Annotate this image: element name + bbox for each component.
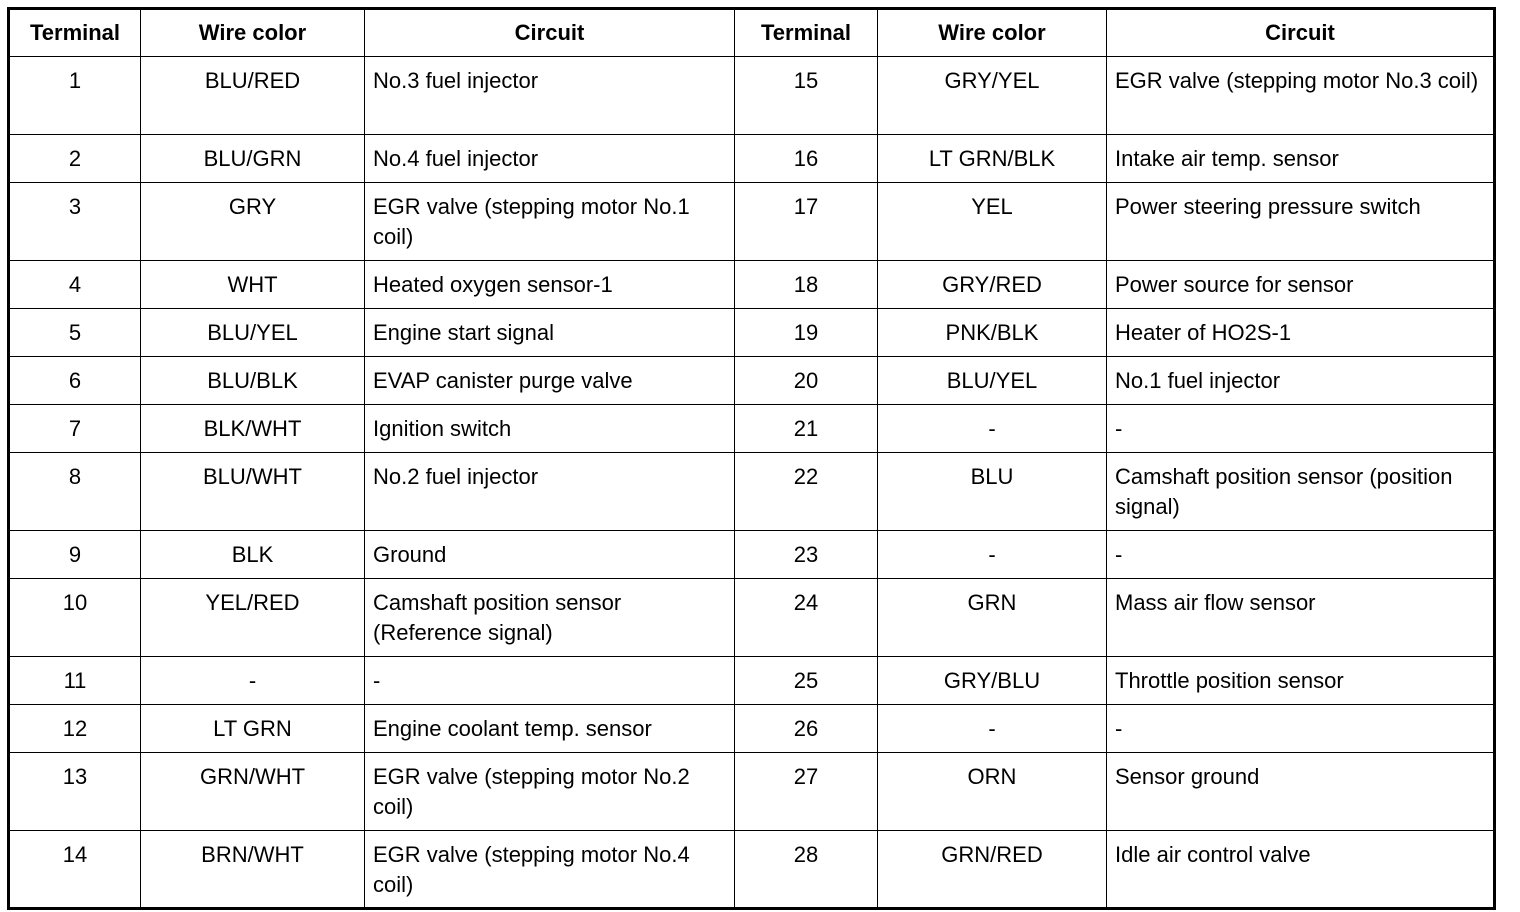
terminal-cell: 27 (735, 753, 878, 831)
header-circuit: Circuit (365, 9, 735, 57)
terminal-cell: 10 (9, 579, 141, 657)
circuit-cell: Sensor ground (1107, 753, 1495, 831)
wire-color-cell: GRY/BLU (878, 657, 1107, 705)
circuit-cell: EGR valve (stepping motor No.1 coil) (365, 183, 735, 261)
terminal-cell: 9 (9, 531, 141, 579)
wire-color-cell: BRN/WHT (141, 831, 365, 909)
wire-color-cell: BLU/WHT (141, 453, 365, 531)
wire-color-cell: GRY (141, 183, 365, 261)
terminal-cell: 25 (735, 657, 878, 705)
circuit-cell: Power source for sensor (1107, 261, 1495, 309)
header-wire-color: Wire color (878, 9, 1107, 57)
table-row (9, 831, 1495, 909)
terminal-cell: 17 (735, 183, 878, 261)
table-row (9, 453, 1495, 531)
terminal-cell: 19 (735, 309, 878, 357)
table-row (9, 657, 1495, 705)
wire-color-cell: GRN (878, 579, 1107, 657)
wire-color-cell: LT GRN (141, 705, 365, 753)
wire-color-cell: - (878, 705, 1107, 753)
terminal-cell: 15 (735, 57, 878, 135)
circuit-cell: EGR valve (stepping motor No.4 coil) (365, 831, 735, 909)
terminal-cell: 14 (9, 831, 141, 909)
terminal-cell: 18 (735, 261, 878, 309)
terminal-cell: 28 (735, 831, 878, 909)
wire-color-cell: - (141, 657, 365, 705)
circuit-cell: Engine start signal (365, 309, 735, 357)
table-row (9, 705, 1495, 753)
circuit-cell: No.2 fuel injector (365, 453, 735, 531)
table-row (9, 357, 1495, 405)
wire-color-cell: BLU/GRN (141, 135, 365, 183)
wire-color-cell: LT GRN/BLK (878, 135, 1107, 183)
header-terminal: Terminal (9, 9, 141, 57)
wire-color-cell: ORN (878, 753, 1107, 831)
terminal-cell: 13 (9, 753, 141, 831)
wire-color-cell: PNK/BLK (878, 309, 1107, 357)
circuit-cell: Heated oxygen sensor-1 (365, 261, 735, 309)
terminal-cell: 16 (735, 135, 878, 183)
circuit-cell: Power steering pressure switch (1107, 183, 1495, 261)
ecm-terminal-table (7, 7, 1496, 910)
wire-color-cell: - (878, 405, 1107, 453)
circuit-cell: Ignition switch (365, 405, 735, 453)
circuit-cell: - (365, 657, 735, 705)
wire-color-cell: GRY/YEL (878, 57, 1107, 135)
circuit-cell: No.3 fuel injector (365, 57, 735, 135)
circuit-cell: Heater of HO2S-1 (1107, 309, 1495, 357)
terminal-cell: 24 (735, 579, 878, 657)
terminal-cell: 1 (9, 57, 141, 135)
wire-color-cell: BLU/YEL (141, 309, 365, 357)
table-row (9, 405, 1495, 453)
wire-color-cell: BLU (878, 453, 1107, 531)
wire-color-cell: GRY/RED (878, 261, 1107, 309)
terminal-cell: 4 (9, 261, 141, 309)
terminal-cell: 20 (735, 357, 878, 405)
circuit-cell: - (1107, 531, 1495, 579)
terminal-cell: 7 (9, 405, 141, 453)
wire-color-cell: BLK (141, 531, 365, 579)
terminal-cell: 5 (9, 309, 141, 357)
table-row (9, 57, 1495, 135)
circuit-cell: Intake air temp. sensor (1107, 135, 1495, 183)
wire-color-cell: BLU/BLK (141, 357, 365, 405)
terminal-cell: 23 (735, 531, 878, 579)
wire-color-cell: YEL (878, 183, 1107, 261)
circuit-cell: EVAP canister purge valve (365, 357, 735, 405)
circuit-cell: Ground (365, 531, 735, 579)
header-circuit: Circuit (1107, 9, 1495, 57)
terminal-cell: 26 (735, 705, 878, 753)
wire-color-cell: - (878, 531, 1107, 579)
wire-color-cell: YEL/RED (141, 579, 365, 657)
circuit-cell: Engine coolant temp. sensor (365, 705, 735, 753)
wire-color-cell: GRN/RED (878, 831, 1107, 909)
circuit-cell: No.1 fuel injector (1107, 357, 1495, 405)
circuit-cell: Idle air control valve (1107, 831, 1495, 909)
terminal-cell: 11 (9, 657, 141, 705)
wire-color-cell: GRN/WHT (141, 753, 365, 831)
terminal-cell: 8 (9, 453, 141, 531)
table-row (9, 183, 1495, 261)
terminal-cell: 22 (735, 453, 878, 531)
wire-color-cell: WHT (141, 261, 365, 309)
circuit-cell: - (1107, 705, 1495, 753)
table-row (9, 579, 1495, 657)
circuit-cell: No.4 fuel injector (365, 135, 735, 183)
terminal-cell: 6 (9, 357, 141, 405)
wire-color-cell: BLK/WHT (141, 405, 365, 453)
header-row (9, 9, 1495, 57)
terminal-cell: 12 (9, 705, 141, 753)
wire-color-cell: BLU/YEL (878, 357, 1107, 405)
table-row (9, 531, 1495, 579)
header-wire-color: Wire color (141, 9, 365, 57)
table-row (9, 309, 1495, 357)
table-row (9, 753, 1495, 831)
terminal-cell: 3 (9, 183, 141, 261)
circuit-cell: EGR valve (stepping motor No.3 coil) (1107, 57, 1495, 135)
terminal-cell: 2 (9, 135, 141, 183)
circuit-cell: Camshaft position sensor (position signal) (1107, 453, 1495, 531)
circuit-cell: Camshaft position sensor (Reference signal) (365, 579, 735, 657)
wire-color-cell: BLU/RED (141, 57, 365, 135)
circuit-cell: Mass air flow sensor (1107, 579, 1495, 657)
circuit-cell: Throttle position sensor (1107, 657, 1495, 705)
table-row (9, 135, 1495, 183)
terminal-cell: 21 (735, 405, 878, 453)
circuit-cell: EGR valve (stepping motor No.2 coil) (365, 753, 735, 831)
table-row (9, 261, 1495, 309)
header-terminal: Terminal (735, 9, 878, 57)
circuit-cell: - (1107, 405, 1495, 453)
